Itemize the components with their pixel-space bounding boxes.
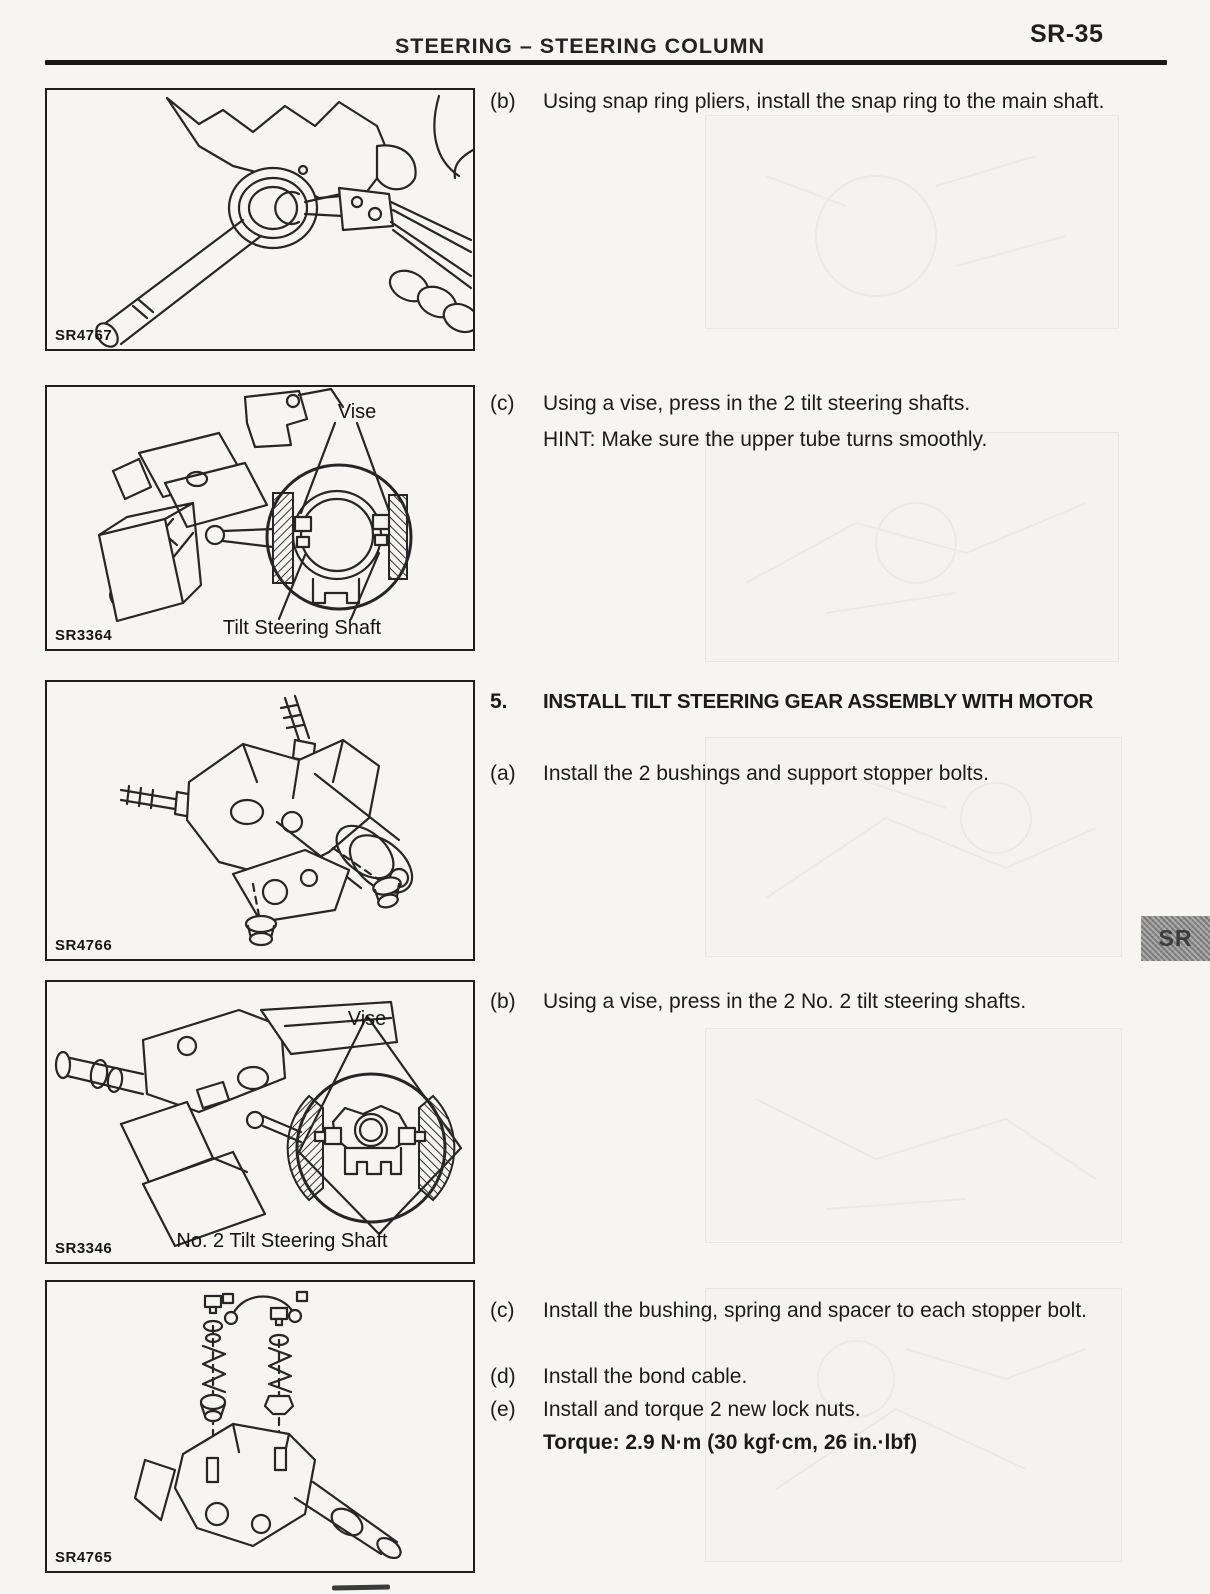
instruction-a <box>490 756 1128 792</box>
instruction-c1 <box>490 386 1128 458</box>
instruction-b1 <box>490 84 1128 120</box>
figure-code: SR4767 <box>55 327 113 344</box>
bleed-through-area-1 <box>705 115 1119 329</box>
instruction-marker: (c) <box>490 392 515 415</box>
instruction-text: Using snap ring pliers, install the snap ring to the main shaft. <box>543 90 1105 113</box>
scan-artifact <box>332 1584 390 1590</box>
figure-box-no2-tilt-shaft-vise <box>45 980 475 1264</box>
instruction-text: Using a vise, press in the 2 tilt steering shafts. <box>543 392 971 415</box>
instruction-marker: (c) <box>490 1299 515 1322</box>
figure-code: SR4766 <box>55 937 113 954</box>
instruction-hint: HINT: Make sure the upper tube turns smoothly. <box>543 428 988 451</box>
torque-spec: Torque: 2.9 N·m (30 kgf·cm, 26 in.·lbf) <box>543 1431 918 1454</box>
step-heading: INSTALL TILT STEERING GEAR ASSEMBLY WITH MOTOR <box>543 690 1093 713</box>
figure-code: SR3364 <box>55 627 113 644</box>
figure-box-snap-ring-pliers <box>45 88 475 351</box>
instruction-text: Install the bushing, spring and spacer to each stopper bolt. <box>543 1299 1088 1322</box>
instruction-text: Using a vise, press in the 2 No. 2 tilt steering shafts. <box>543 990 1027 1013</box>
page-number: SR-35 <box>1030 20 1104 48</box>
instruction-d <box>490 1360 1128 1393</box>
step-number: 5. <box>490 690 508 713</box>
instruction-marker: (a) <box>490 762 516 785</box>
section-tab-label: SR <box>1158 925 1193 951</box>
instruction-marker: (b) <box>490 90 516 113</box>
header-rule <box>45 60 1167 65</box>
illustration-gear-assembly-motor <box>47 682 473 959</box>
figure-code: SR3346 <box>55 1240 113 1257</box>
figure-label-tilt-steering-shaft: Tilt Steering Shaft <box>222 617 382 639</box>
illustration-tilt-shaft-vise <box>47 387 473 649</box>
instruction-marker: (d) <box>490 1365 516 1388</box>
instruction-e <box>490 1393 1128 1459</box>
bleed-through-area-2 <box>705 432 1119 662</box>
figure-box-tilt-shaft-vise <box>45 385 475 651</box>
figure-box-exploded-gear <box>45 1280 475 1573</box>
instruction-step5 <box>490 684 1128 720</box>
instruction-c2 <box>490 1294 1128 1327</box>
figure-box-gear-assembly <box>45 680 475 961</box>
instruction-text: Install the 2 bushings and support stopper bolts. <box>543 762 989 785</box>
instruction-marker: (e) <box>490 1398 516 1421</box>
illustration-snap-ring-pliers <box>47 90 473 349</box>
instruction-text: Install and torque 2 new lock nuts. <box>543 1398 861 1421</box>
instruction-b2 <box>490 984 1128 1020</box>
page-title: STEERING – STEERING COLUMN <box>394 34 766 58</box>
instruction-marker: (b) <box>490 990 516 1013</box>
section-tab-sr <box>1141 916 1210 961</box>
figure-label-vise: Vise <box>337 401 377 423</box>
bleed-through-area-4 <box>705 1028 1122 1243</box>
illustration-exploded-gear <box>47 1282 473 1571</box>
instruction-text: Install the bond cable. <box>543 1365 748 1388</box>
figure-label-vise: Vise <box>347 1008 387 1030</box>
figure-label-no2-tilt-steering-shaft: No. 2 Tilt Steering Shaft <box>176 1230 388 1252</box>
figure-code: SR4765 <box>55 1549 113 1566</box>
